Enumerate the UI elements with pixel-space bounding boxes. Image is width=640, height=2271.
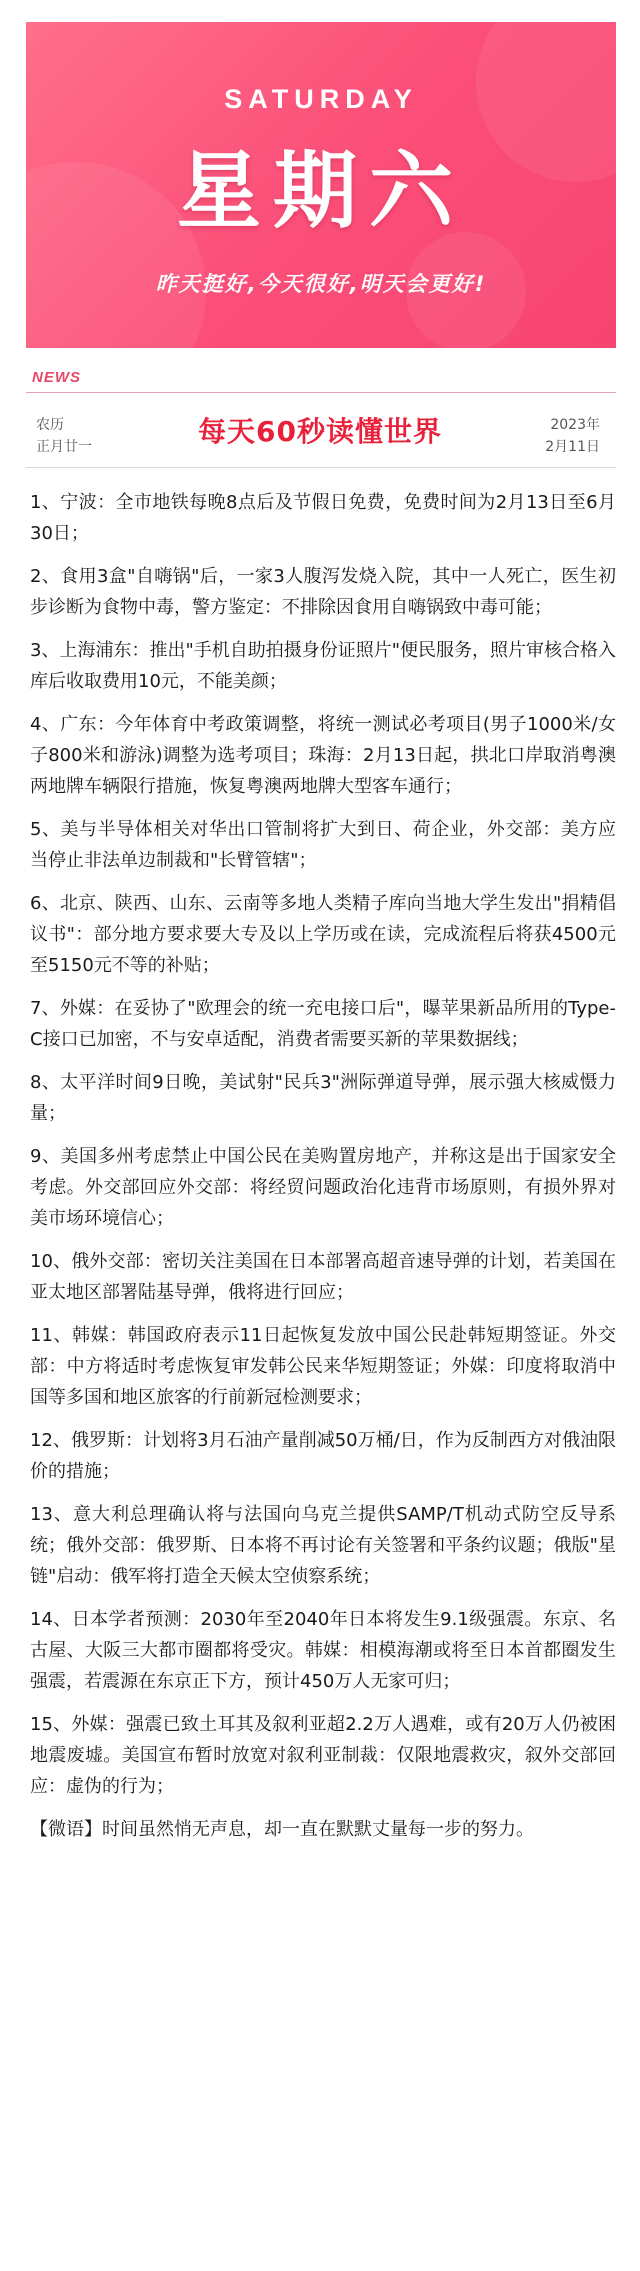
news-item: 11、韩媒：韩国政府表示11日起恢复发放中国公民赴韩短期签证。外交部：中方将适时考虑恢复审发韩公民来华短期签证；外媒：印度将取消中国等多国和地区旅客的行前新冠检测要求； <box>30 1325 616 1408</box>
date-month-day: 2月11日 <box>545 439 600 455</box>
news-list <box>30 487 616 1863</box>
day-english: SATURDAY <box>224 84 418 114</box>
lunar-date: 正月廿一 <box>36 439 92 455</box>
news-item: 13、意大利总理确认将与法国向乌克兰提供SAMP/T机动式防空反导系统；俄外交部：俄罗斯、日本将不再讨论有关签署和平条约议题；俄版"星链"启动：俄军将打造全天候太空侦察系统； <box>30 1504 616 1587</box>
header-banner <box>26 22 616 348</box>
news-item: 12、俄罗斯：计划将3月石油产量削减50万桶/日，作为反制西方对俄油限价的措施； <box>30 1430 616 1482</box>
date-block <box>545 414 600 458</box>
news-item: 8、太平洋时间9日晚，美试射"民兵3"洲际弹道导弹，展示强大核威慑力量； <box>30 1072 616 1124</box>
news-label: NEWS <box>32 369 81 386</box>
page-title: 每天60秒读懂世界 <box>198 415 442 448</box>
news-item: 9、美国多州考虑禁止中国公民在美购置房地产，并称这是出于国家安全考虑。外交部回应外交部：将经贸问题政治化违背市场原则，有损外界对美市场环境信心； <box>30 1146 616 1229</box>
news-item: 1、宁波：全市地铁每晚8点后及节假日免费，免费时间为2月13日至6月30日； <box>30 492 616 544</box>
news-item: 7、外媒：在妥协了"欧理会的统一充电接口后"，曝苹果新品所用的Type-C接口已加密，不与安卓适配，消费者需要买新的苹果数据线； <box>30 998 616 1050</box>
news-item: 5、美与半导体相关对华出口管制将扩大到日、荷企业，外交部：美方应当停止非法单边制裁和"长臂管辖"； <box>30 819 616 871</box>
divider <box>26 467 616 468</box>
day-chinese: 星期六 <box>176 141 465 240</box>
news-item: 6、北京、陕西、山东、云南等多地人类精子库向当地大学生发出"捐精倡议书"：部分地方要求要大专及以上学历或在读，完成流程后将获4500元至5150元不等的补贴； <box>30 893 616 976</box>
news-item: 10、俄外交部：密切关注美国在日本部署高超音速导弹的计划，若美国在亚太地区部署陆基导弹，俄将进行回应； <box>30 1251 616 1303</box>
date-year: 2023年 <box>550 417 600 433</box>
news-item: 14、日本学者预测：2030年至2040年日本将发生9.1级强震。东京、名古屋、大阪三大都市圈都将受灾。韩媒：相模海潮或将至日本首都圈发生强震，若震源在东京正下方，预计450万人无家可归； <box>30 1609 616 1692</box>
news-item: 15、外媒：强震已致土耳其及叙利亚超2.2万人遇难，或有20万人仍被困地震废墟。美国宣布暂时放宽对叙利亚制裁：仅限地震救灾，叙外交部回应：虚伪的行为； <box>30 1714 616 1797</box>
news-item: 2、食用3盒"自嗨锅"后，一家3人腹泻发烧入院，其中一人死亡，医生初步诊断为食物中毒，警方鉴定：不排除因食用自嗨锅致中毒可能； <box>30 566 616 618</box>
slogan: 昨天挺好,今天很好,明天会更好! <box>155 272 487 296</box>
divider <box>26 392 616 393</box>
daily-proverb: 【微语】时间虽然悄无声息，却一直在默默丈量每一步的努力。 <box>30 1819 534 1840</box>
lunar-label: 农历 <box>36 417 64 433</box>
news-item: 4、广东：今年体育中考政策调整，将统一测试必考项目(男子1000米/女子800米和游泳)调整为选考项目；珠海：2月13日起，拱北口岸取消粤澳两地牌车辆限行措施，恢复粤澳两地牌大型客车通行； <box>30 714 616 797</box>
news-item: 3、上海浦东：推出"手机自助拍摄身份证照片"便民服务，照片审核合格入库后收取费用10元，不能美颜； <box>30 640 617 692</box>
